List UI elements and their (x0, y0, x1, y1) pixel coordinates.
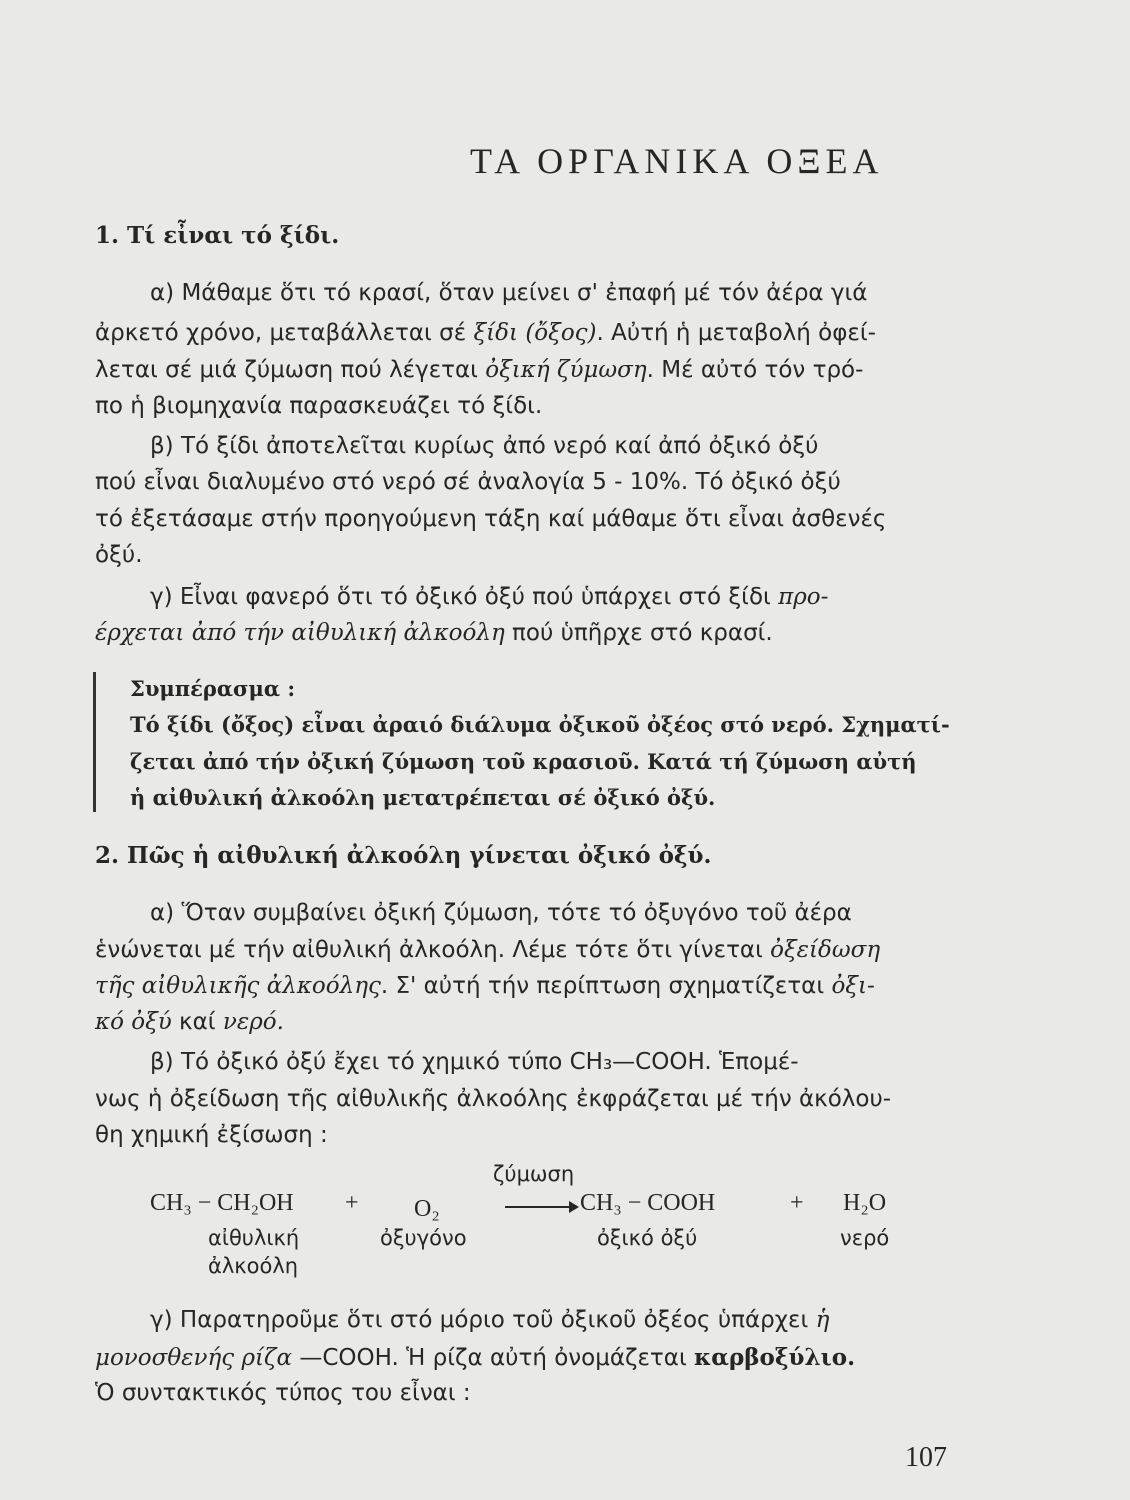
section-1-heading: 1. Τί εἶναι τό ξίδι. (95, 222, 340, 249)
equation-reactant: O₂ (414, 1196, 440, 1222)
text-span: ἑνώνεται μέ τήν αἰθυλική ἀλκοόλη. Λέμε τότε ὅτι γίνεται (95, 937, 771, 963)
paragraph-line: α) Ὅταν συμβαίνει ὀξική ζύμωση, τότε τό ὀξυγόνο τοῦ ἀέρα (150, 900, 852, 926)
emphasis-text: έρχεται ἀπό τήν αἰθυλική ἀλκοόλη (95, 620, 505, 646)
text-span: . Μέ αὐτό τόν τρό- (646, 357, 864, 383)
text-span: ἀρκετό χρόνο, μεταβάλλεται σέ (95, 320, 474, 346)
emphasis-text: ἡ (815, 1307, 830, 1333)
equation-reactant: CH₃ − CH₂OH (150, 1190, 294, 1216)
equation-label: ἀλκοόλη (208, 1254, 299, 1278)
text-span: καί (171, 1009, 223, 1035)
equation-condition: ζύμωση (493, 1162, 575, 1186)
conclusion-line: ζεται ἀπό τήν ὀξική ζύμωση τοῦ κρασιοῦ. Κατά τή ζύμωση αὐτή (130, 749, 917, 774)
paragraph-line: νως ἡ ὀξείδωση τῆς αἰθυλικῆς ἀλκοόλης ἐκφράζεται μέ τήν ἀκόλου- (95, 1086, 892, 1112)
paragraph-line (95, 937, 880, 963)
paragraph-line (150, 1307, 829, 1333)
paragraph-line: πού εἶναι διαλυμένο στό νερό σέ ἀναλογία 5 - 10%. Τό ὀξικό ὀξύ (95, 469, 841, 495)
section-2-heading: 2. Πῶς ἡ αἰθυλική ἀλκοόλη γίνεται ὀξικό ὀξύ. (95, 842, 712, 869)
emphasis-text: μονοσθενής ρίζα (95, 1345, 293, 1371)
paragraph-line: α) Μάθαμε ὅτι τό κρασί, ὅταν μείνει σ' ἐπαφή μέ τόν ἀέρα γιά (150, 280, 868, 306)
conclusion-line: Τό ξίδι (ὄξος) εἶναι ἀραιό διάλυμα ὀξικοῦ ὀξέος στό νερό. Σχηματί- (130, 712, 950, 737)
paragraph-line: ὀξύ. (95, 542, 143, 568)
emphasis-text: κό ὀξύ (95, 1009, 172, 1035)
conclusion-bar (93, 672, 96, 812)
reaction-arrow-icon (505, 1206, 575, 1208)
emphasis-text: ὀξείδωση (770, 937, 881, 963)
text-span: . Αὐτή ἡ μεταβολή ὀφεί- (596, 320, 876, 346)
page-title: ΤΑ ΟΡΓΑΝΙΚΑ ΟΞΕΑ (470, 141, 884, 181)
paragraph-line (95, 1344, 855, 1371)
paragraph-line: Ὁ συντακτικός τύπος του εἶναι : (95, 1380, 471, 1406)
paragraph-line: β) Τό ξίδι ἀποτελεῖται κυρίως ἀπό νερό καί ἀπό ὀξικό ὀξύ (150, 433, 819, 459)
paragraph-line: θη χημική ἐξίσωση : (95, 1122, 328, 1148)
emphasis-text: τῆς αἰθυλικῆς ἀλκοόλης (95, 973, 381, 999)
paragraph-line (150, 584, 828, 610)
equation-label: νερό (840, 1226, 890, 1250)
conclusion-line: ἡ αἰθυλική ἀλκοόλη μετατρέπεται σέ ὀξικό ὀξύ. (130, 785, 716, 810)
paragraph-line: πο ἡ βιομηχανία παρασκευάζει τό ξίδι. (95, 393, 543, 419)
paragraph-line: β) Τό ὀξικό ὀξύ ἔχει τό χημικό τύπο CH₃—COOH. Ἑπομέ- (150, 1049, 799, 1075)
emphasis-text: ξίδι (ὄξος) (473, 320, 597, 346)
text-span: πού ὑπῆρχε στό κρασί. (504, 620, 773, 646)
text-span: λεται σέ μιά ζύμωση πού λέγεται (95, 357, 486, 383)
paragraph-line (95, 357, 863, 383)
paragraph-line (95, 320, 876, 346)
equation-plus: + (345, 1190, 359, 1216)
conclusion-label: Συμπέρασμα : (130, 676, 296, 701)
equation-label: ὀξυγόνο (380, 1226, 467, 1250)
equation-label: ὀξικό ὀξύ (597, 1226, 698, 1250)
paragraph-line (95, 620, 773, 646)
emphasis-text: προ- (778, 584, 829, 610)
equation-product: CH₃ − COOH (580, 1190, 716, 1216)
equation-plus: + (790, 1190, 804, 1216)
text-span: γ) Παρατηροῦμε ὅτι στό μόριο τοῦ ὀξικοῦ ὀξέος ὑπάρχει (150, 1307, 816, 1333)
page-number: 107 (905, 1442, 947, 1473)
emphasis-text: ὀξική ζύμωση (485, 357, 647, 383)
text-span: γ) Εἶναι φανερό ὅτι τό ὀξικό ὀξύ πού ὑπάρχει στό ξίδι (150, 584, 779, 610)
emphasis-text: ὀξι- (831, 973, 875, 999)
paragraph-line (95, 973, 875, 999)
equation-label: αἰθυλική (208, 1226, 300, 1250)
emphasis-text: νερό. (222, 1009, 284, 1035)
paragraph-line: τό ἐξετάσαμε στήν προηγούμενη τάξη καί μάθαμε ὅτι εἶναι ἀσθενές (95, 506, 887, 532)
equation-product: H₂O (843, 1190, 887, 1216)
bold-term: καρβοξύλιο. (694, 1344, 856, 1371)
text-span: . Σ' αὐτή τήν περίπτωση σχηματίζεται (380, 973, 832, 999)
paragraph-line (95, 1009, 284, 1035)
text-span: —COOH. Ἡ ρίζα αὐτή ὀνομάζεται (292, 1345, 695, 1371)
